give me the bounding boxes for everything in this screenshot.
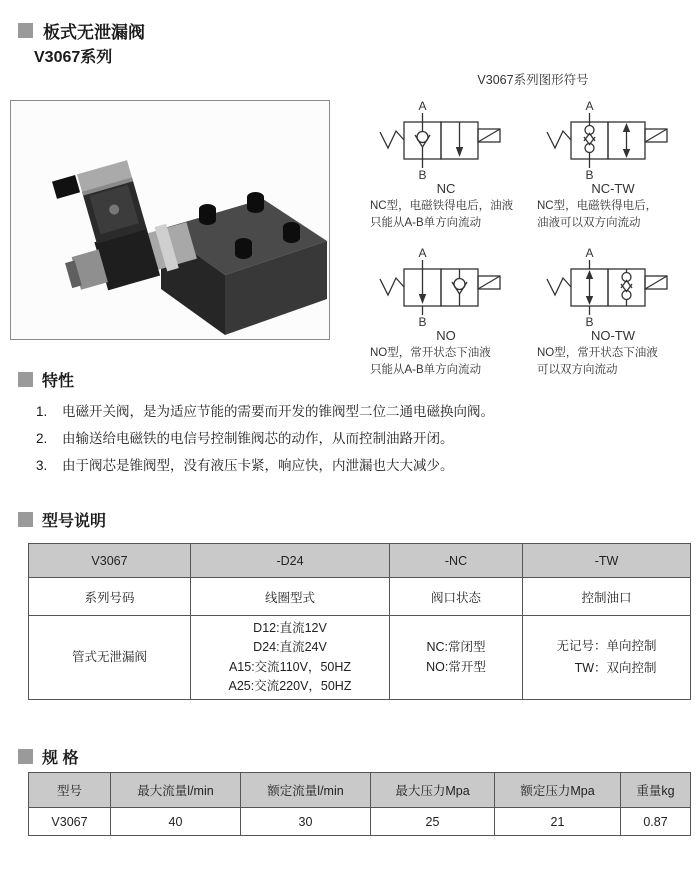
flow-arrow-icon xyxy=(623,149,630,158)
flow-arrow-icon xyxy=(623,123,630,132)
spec-table xyxy=(28,772,691,836)
features-section-title: 特性 xyxy=(42,373,75,390)
model-code-cell: V3067 xyxy=(29,544,191,578)
spec-section-header xyxy=(18,745,78,768)
spec-header-cell: 最大流量l/min xyxy=(111,773,241,808)
features-list xyxy=(36,398,656,479)
port-a-label: A xyxy=(418,245,427,260)
spec-table-header-row xyxy=(29,773,691,808)
port-a-label: A xyxy=(585,99,594,113)
spec-header-cell: 型号 xyxy=(29,773,111,808)
model-code-table xyxy=(28,543,691,700)
spec-value-cell: 21 xyxy=(495,808,621,836)
section-bullet-icon xyxy=(18,512,33,527)
model-detail-cell: 管式无泄漏阀 xyxy=(29,616,191,700)
flow-arrow-icon xyxy=(419,294,426,304)
symbol-caption: NC-TW xyxy=(591,181,635,196)
model-label-cell: 控制油口 xyxy=(523,578,691,616)
valve-symbol-nc-tw-drawing xyxy=(533,98,688,198)
model-detail-cell: 无记号：单向控制 TW：双向控制 xyxy=(523,616,691,700)
product-photo-illustration xyxy=(11,101,329,339)
port-a-label: A xyxy=(418,99,427,113)
symbols-section xyxy=(366,70,700,385)
model-label-cell: 阀口状态 xyxy=(390,578,523,616)
valve-symbol-nc-drawing xyxy=(366,98,521,198)
model-code-cell: -D24 xyxy=(191,544,390,578)
symbol-description: NO型，常开状态下油液 只能从A-B单方向流动 xyxy=(370,346,491,376)
port-b-label: B xyxy=(418,168,427,182)
symbol-caption: NO-TW xyxy=(590,327,636,343)
spec-table-data-row xyxy=(29,808,691,836)
valve-symbol-nc-tw xyxy=(533,98,700,239)
spring-icon xyxy=(380,131,404,148)
spec-header-cell: 重量kg xyxy=(621,773,691,808)
feature-item: 3. 由于阀芯是锥阀型，没有液压卡紧，响应快，内泄漏也大大减少。 xyxy=(36,458,454,473)
port-b-label: B xyxy=(418,314,427,329)
section-bullet-icon xyxy=(18,372,33,387)
section-bullet-icon xyxy=(18,23,33,38)
spec-value-cell: 30 xyxy=(241,808,371,836)
model-detail-cell: D12:直流12V D24:直流24V A15:交流110V，50HZ A25:交流220V，50HZ xyxy=(191,616,390,700)
spec-value-cell: 25 xyxy=(371,808,495,836)
model-table-detail-row xyxy=(29,616,691,700)
spec-value-cell: V3067 xyxy=(29,808,111,836)
symbol-description: NO型，常开状态下油液 可以双方向流动 xyxy=(537,346,658,376)
spec-header-cell: 额定流量l/min xyxy=(241,773,371,808)
port-b-label: B xyxy=(585,314,594,329)
valve-symbol-no-drawing xyxy=(366,245,521,345)
spring-icon xyxy=(547,131,571,148)
symbol-caption: NO xyxy=(436,327,456,343)
symbol-caption: NC xyxy=(436,181,456,196)
symbols-grid xyxy=(366,98,700,385)
features-section-header xyxy=(18,368,74,391)
symbols-section-title: V3067系列图形符号 xyxy=(477,73,589,87)
flow-arrow-icon xyxy=(456,147,463,157)
spec-value-cell: 40 xyxy=(111,808,241,836)
product-photo xyxy=(10,100,330,340)
feature-item: 1. 电磁开关阀，是为适应节能的需要而开发的锥阀型二位二通电磁换向阀。 xyxy=(36,404,494,419)
spring-icon xyxy=(380,278,404,295)
flow-arrow-icon xyxy=(586,270,593,279)
valve-symbol-no xyxy=(366,245,533,386)
valve-symbol-nc xyxy=(366,98,533,239)
port-b-label: B xyxy=(585,168,594,182)
page-header xyxy=(18,18,145,43)
spring-icon xyxy=(547,278,571,295)
model-label-cell: 系列号码 xyxy=(29,578,191,616)
page-subtitle: V3067系列 xyxy=(34,49,113,66)
spec-header-cell: 额定压力Mpa xyxy=(495,773,621,808)
spec-header-cell: 最大压力Mpa xyxy=(371,773,495,808)
model-section-title: 型号说明 xyxy=(42,513,107,530)
model-code-cell: -TW xyxy=(523,544,691,578)
model-code-cell: -NC xyxy=(390,544,523,578)
spec-value-cell: 0.87 xyxy=(621,808,691,836)
page-title: 板式无泄漏阀 xyxy=(43,23,145,42)
spec-section-title: 规 格 xyxy=(42,750,79,767)
model-table-label-row xyxy=(29,578,691,616)
valve-symbol-no-tw-drawing xyxy=(533,245,688,345)
model-detail-cell: NC:常闭型 NO:常开型 xyxy=(390,616,523,700)
feature-item: 2. 由输送给电磁铁的电信号控制锥阀芯的动作，从而控制油路开闭。 xyxy=(36,431,454,446)
section-bullet-icon xyxy=(18,749,33,764)
model-label-cell: 线圈型式 xyxy=(191,578,390,616)
model-table-header-row xyxy=(29,544,691,578)
flow-arrow-icon xyxy=(586,296,593,305)
valve-symbol-no-tw xyxy=(533,245,700,386)
symbol-description: NC型，电磁铁得电后， 油液可以双方向流动 xyxy=(537,200,658,230)
symbol-description: NC型，电磁铁得电后，油液 只能从A-B单方向流动 xyxy=(370,200,514,230)
port-a-label: A xyxy=(585,245,594,260)
model-section-header xyxy=(18,508,106,531)
